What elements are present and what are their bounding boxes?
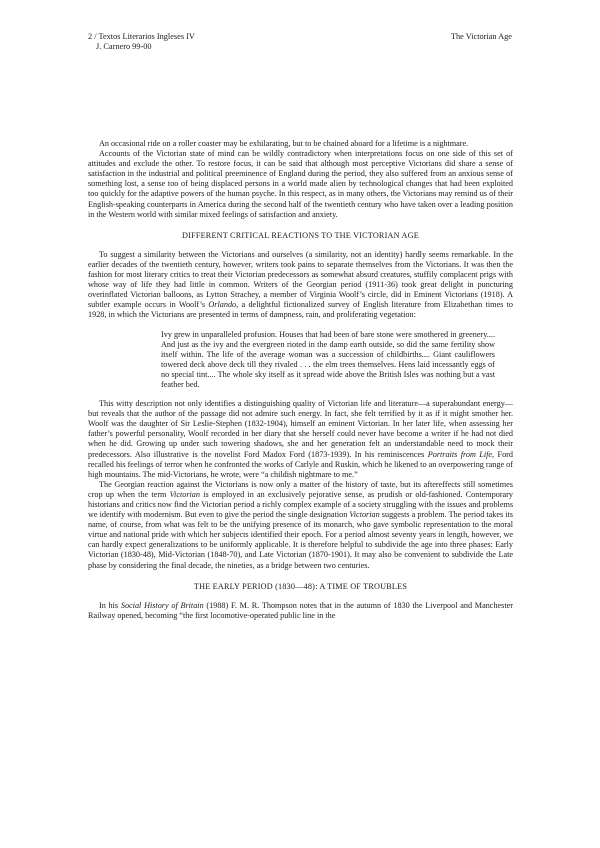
paragraph-2: Accounts of the Victorian state of mind can be wildly contradictory when interpretations focus on one side of this set of attitudes and exclude the other. To restore focus, it can be said that although most perceptive Victorians did share a sense of satisfaction in the industrial and political preeminence of England during the period, they also suffered from an anxious sense of something lost, a sense too of being displaced persons in a world made alien by technological changes that had been exploited too quickly for the adaptive powers of the human psyche. In this respect, as in many others, the Victorians may remind us of their English-speaking counterparts in America during the second half of the twentieth century who have taken over a leading position in the Western world with similar mixed feelings of satisfaction and anxiety.: [88, 149, 513, 219]
running-header-right: The Victorian Age: [450, 32, 512, 41]
paragraph-4: This witty description not only identifies a distinguishing quality of Victorian life and literature—a superabundant energy—but reveals that the author of the passage did not admire such energy. In fact, she felt terrified by it as if it might smother her. Woolf was the daughter of Sir Leslie-Stephen (1832-1904), himself an eminent Victorian. In her later life, when assessing her father’s powerful personality, Woolf recorded in her diary that she herself could never have become a writer if he had not died when he did. Growing up under such towering shadows, she and her generation felt an understandable need to mock their predecessors. Also illustrative is the novelist Ford Madox Ford (1873-1939). In his reminiscences Portraits from Life, Ford recalled his feelings of terror when he confronted the works of Carlyle and Ruskin, which he likened to an overpowering range of high mountains. The mid-Victorians, he wrote, were “a childish nightmare to me.”: [88, 399, 513, 479]
paragraph-1: An occasional ride on a roller coaster may be exhilarating, but to be chained aboard for a lifetime is a nightmare.: [99, 139, 469, 148]
paragraph-6: In his Social History of Britain (1988) F. M. R. Thompson notes that in the autumn of 1830 the Liverpool and Manchester Railway opened, becoming “the first locomotive-operated public line in the: [88, 600, 513, 620]
block-quote-orlando: Ivy grew in unparalleled profusion. Houses that had been of bare stone were smothered in greenery.... And just as the ivy and the evergreen rioted in the damp earth outside, so did the same fertility show itself within. The life of the average woman was a succession of childbirths.... Giant cauliflowers towered deck above deck till they rivaled . . . the elm trees themselves. Hens laid incessantly eggs of no special tint.... The whole sky itself as it spread wide above the British Isles was nothing but a vast feather bed.: [161, 329, 495, 389]
paragraph-3: To suggest a similarity between the Victorians and ourselves (a similarity, not an identity) hardly seems remarkable. In the earlier decades of the twentieth century, however, writers took pains to separate themselves from the Victorians. It was then the fashion for most literary critics to treat their Victorian predecessors as somewhat absurd creatures, stuffily complacent prigs with whose way of life they had little in common. Writers of the Georgian period (1911-36) took great delight in puncturing overinflated Victorian balloons, as Lytton Strachey, a member of Virginia Woolf’s circle, did in Eminent Victorians (1918). A subtler example occurs in Woolf’s Orlando, a delightful fictionalized survey of English literature from Elizabethan times to 1928, in which the Victorians are presented in terms of dampness, rain, and proliferating vegetation:: [88, 249, 513, 320]
author-line: J. Carnero 99-00: [96, 42, 152, 51]
document-body: [88, 139, 513, 621]
running-header-left: [88, 32, 195, 52]
term-victorian: Victorian: [169, 489, 200, 499]
title-social-history: Social History of Britain: [120, 600, 204, 610]
section-heading-early-period: THE EARLY PERIOD (1830—48): A TIME OF TROUBLES: [193, 581, 408, 591]
title-orlando: Orlando: [208, 300, 237, 310]
term-victorian-2: Victorian: [349, 510, 380, 520]
paragraph-5: The Georgian reaction against the Victorians is now only a matter of the history of taste, but its aftereffects still sometimes crop up when the term Victorian is employed in an exclusively pejorative sense, as prudish or old-fashioned. Contemporary historians and critics now find the Victorian period a richly complex example of a society struggling with the issues and problems we identify with modernism. But even to give the period the single designation Victorian suggests a problem. The period takes its name, of course, from what was felt to be the unifying presence of its monarch, who gave symbolic representation to the moral virtue and national pride with which her subjects identified their epoch. For a period almost seventy years in length, however, we can hardly expect generalizations to be uniformly applicable. It is therefore helpful to subdivide the age into three phases: Early Victorian (1830-48), Mid-Victorian (1848-70), and Late Victorian (1870-1901). It may also be convenient to subdivide the Late phase by considering the final decade, the nineties, as a bridge between two centuries.: [88, 479, 514, 570]
section-heading-critical-reactions: DIFFERENT CRITICAL REACTIONS TO THE VICTORIAN AGE: [182, 230, 419, 240]
title-portraits-from-life: Portraits from Life: [427, 449, 493, 459]
course-title: 2 / Textos Literarios Ingleses IV: [88, 32, 195, 41]
